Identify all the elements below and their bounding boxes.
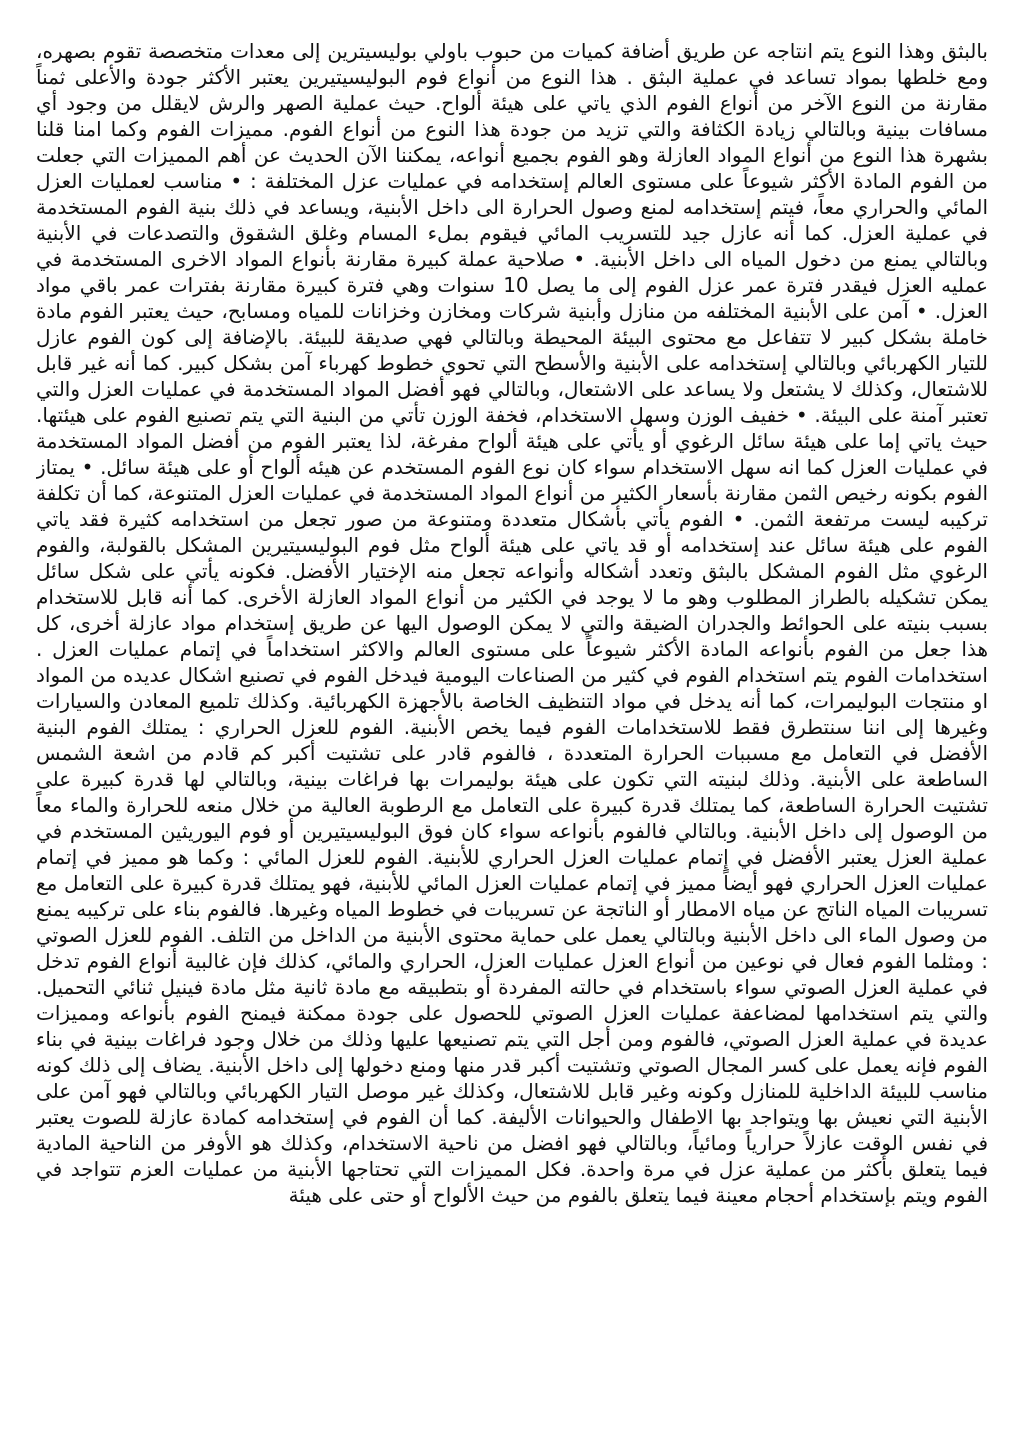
- document-page: [36, 38, 988, 1438]
- body-paragraph: بالبثق وهذا النوع يتم انتاجه عن طريق أضافة كميات من حبوب باولي بوليسيترين إلى معدات متخصصة تقوم بصهره، ومع خلطها بمواد تساعد في عملية البثق . هذا النوع من أنواع فوم البوليسيتيرين يعتبر الأكثر جودة والأعلى ثمناً مقارنة من النوع الآخر من أنواع الفوم الذي ياتي على هيئة ألواح. حيث عملية الصهر والرش لايقلل من وجود أي مسافات بينية وبالتالي زيادة الكثافة والتي تزيد من جودة هذا النوع من أنواع الفوم. مميزات الفوم وكما امنا قلنا بشهرة هذا النوع من أنواع المواد العازلة وهو الفوم بجميع أنواعه، يمكننا الآن الحديث عن أهم المميزات التي جعلت من الفوم المادة الأكثر شيوعاً على مستوى العالم إستخدامه في عمليات عزل المختلفة : • مناسب لعمليات العزل المائي والحراري معاً، فيتم إستخدامه لمنع وصول الحرارة الى داخل الأبنية، ويساعد في ذلك بنية الفوم المستخدمة في عملية العزل. كما أنه عازل جيد للتسريب المائي فيقوم بملء المسام وغلق الشقوق والتصدعات في الأبنية وبالتالي يمنع من دخول المياه الى داخل الأبنية. • صلاحية عملة كبيرة مقارنة بأنواع المواد الاخرى المستخدمة في عمليه العزل فيقدر فترة عمر عزل الفوم إلى ما يصل 10 سنوات وهي فترة كبيرة مقارنة بفترات عمر باقي مواد العزل. • آمن على الأبنية المختلفه من منازل وأبنية شركات ومخازن وخزانات للمياه ومسابح، حيث يعتبر الفوم مادة خاملة بشكل كبير لا تتفاعل مع محتوى البيئة المحيطة وبالتالي فهي صديقة للبيئة. بالإضافة إلى كون الفوم عازل للتيار الكهربائي وبالتالي إستخدامه على الأبنية والأسطح التي تحوي خطوط كهرباء آمن بشكل كبير. كما أنه غير قابل للاشتعال، وكذلك لا يشتعل ولا يساعد على الاشتعال، وبالتالي فهو أفضل المواد المستخدمة في عمليات العزل والتي تعتبر آمنة على البيئة. • خفيف الوزن وسهل الاستخدام، فخفة الوزن تأتي من البنية التي يتم تصنيع الفوم على هيئتها. حيث ياتي إما على هيئة سائل الرغوي أو يأتي على هيئة ألواح مفرغة، لذا يعتبر الفوم من أفضل المواد المستخدمة في عمليات العزل كما انه سهل الاستخدام سواء كان نوع الفوم المستخدم عن هيئه ألواح أو على هيئة سائل. • يمتاز الفوم بكونه رخيص الثمن مقارنة بأسعار الكثير من أنواع المواد المستخدمة في عمليات العزل المتنوعة، كما أن تكلفة تركيبه ليست مرتفعة الثمن. • الفوم يأتي بأشكال متعددة ومتنوعة من صور تجعل من استخدامه كثيرة فقد ياتي الفوم على هيئة سائل عند إستخدامه أو قد ياتي على هيئة ألواح مثل فوم البوليسيتيرين المشكل بالقولبة، والفوم الرغوي مثل الفوم المشكل بالبثق وتعدد أشكاله وأنواعه تجعل منه الإختيار الأفضل. فكونه يأتي على شكل سائل يمكن تشكيله بالطراز المطلوب وهو ما لا يوجد في الكثير من أنواع المواد العازلة الأخرى. كما أنه قابل للاستخدام بسبب بنيته على الحوائط والجدران الضيقة والتي لا يمكن الوصول اليها عن طريق إستخدام مواد عازلة أخرى، كل هذا جعل من الفوم بأنواعه المادة الأكثر شيوعاً على مستوى العالم والاكثر استخداماً في إتمام عمليات العزل . استخدامات الفوم يتم استخدام الفوم في كثير من الصناعات اليومية فيدخل الفوم في تصنيع اشكال عديده من المواد او منتجات البوليمرات، كما أنه يدخل في مواد التنظيف الخاصة بالأجهزة الكهربائية. وكذلك تلميع المعادن والسيارات وغيرها إلى اننا سنتطرق فقط للاستخدامات الفوم فيما يخص الأبنية. الفوم للعزل الحراري : يمتلك الفوم البنية الأفضل في التعامل مع مسببات الحرارة المتعددة ، فالفوم قادر على تشتيت أكبر كم قادم من اشعة الشمس الساطعة على الأبنية. وذلك لبنيته التي تكون على هيئة بوليمرات بها فراغات بينية، وبالتالي لها قدرة كبيرة على تشتيت الحرارة الساطعة، كما يمتلك قدرة كبيرة على التعامل مع الرطوبة العالية من خلال منعه للحرارة والماء معاً من الوصول إلى داخل الأبنية. وبالتالي فالفوم بأنواعه سواء كان فوق البوليسيتيرين أو فوم اليوريثين المستخدم في عملية العزل يعتبر الأفضل في إتمام عمليات العزل الحراري للأبنية. الفوم للعزل المائي : وكما هو مميز في إتمام عمليات العزل الحراري فهو أيضاً مميز في إتمام عمليات العزل المائي للأبنية، فهو يمتلك قدرة كبيرة على التعامل مع تسريبات المياه الناتج عن مياه الامطار أو الناتجة عن تسريبات في خطوط المياه وغيرها. فالفوم بناء على تركيبه يمنع من وصول الماء الى داخل الأبنية وبالتالي يعمل على حماية محتوى الأبنية من الداخل من التلف. الفوم للعزل الصوتي : ومثلما الفوم فعال في نوعين من أنواع العزل عمليات العزل، الحراري والمائي، كذلك فإن غالبية أنواع الفوم تدخل في عملية العزل الصوتي سواء باستخدام في حالته المفردة أو بتطبيقه مع مادة ثانية مثل مادة فينيل ثنائي التحميل. والتي يتم استخدامها لمضاعفة عمليات العزل الصوتي للحصول على جودة ممكنة فيمنح الفوم بأنواعه ومميزات عديدة في عملية العزل الصوتي، فالفوم ومن أجل التي يتم تصنيعها عليها وذلك من خلال وجود فراغات بينية في بناء الفوم فإنه يعمل على كسر المجال الصوتي وتشتيت أكبر قدر منها ومنع دخولها إلى داخل الأبنية. يضاف إلى ذلك كونه مناسب للبيئة الداخلية للمنازل وكونه وغير قابل للاشتعال، وكذلك غير موصل التيار الكهربائي وبالتالي فهو آمن على الأبنية التي نعيش بها ويتواجد بها الاطفال والحيوانات الأليفة. كما أن الفوم في إستخدامه كمادة عازلة للصوت يعتبر في نفس الوقت عازلاً حرارياً ومائياً، وبالتالي فهو افضل من ناحية الاستخدام، وكذلك هو الأوفر من الناحية المادية فيما يتعلق بأكثر من عملية عزل في مرة واحدة. فكل المميزات التي تحتاجها الأبنية من عمليات العزم تتواجد في الفوم ويتم بإستخدام أحجام معينة فيما يتعلق بالفوم من حيث الألواح أو حتى على هيئة: [36, 39, 988, 1207]
